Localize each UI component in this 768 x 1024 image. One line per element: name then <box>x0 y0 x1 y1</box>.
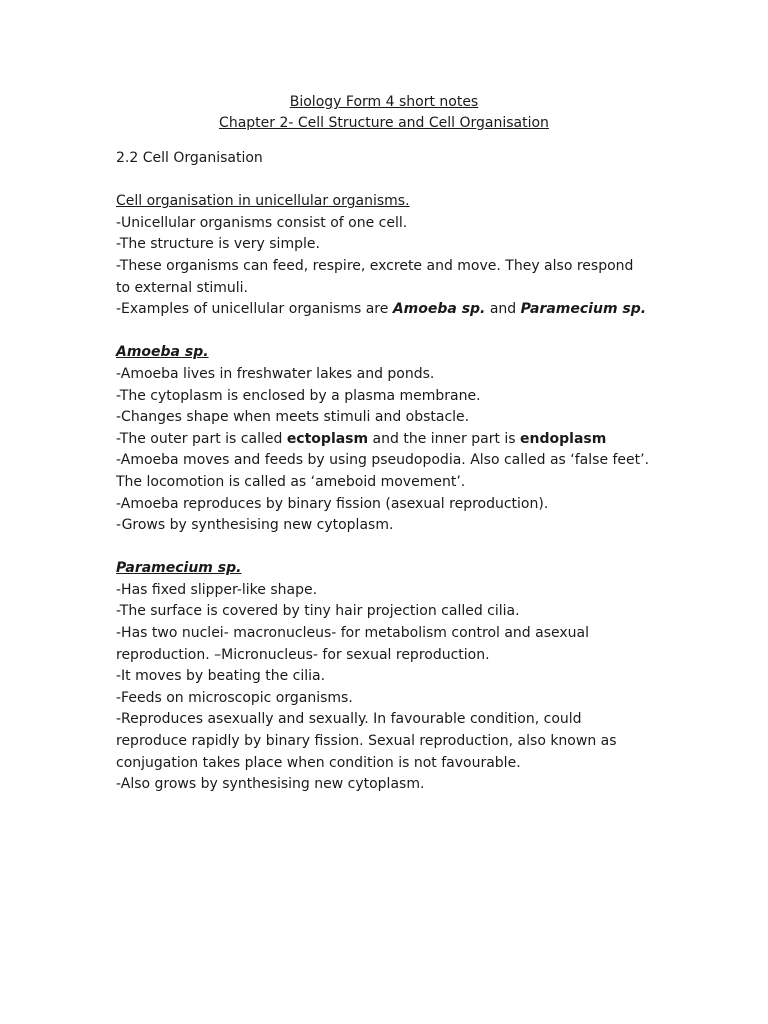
amoeba-line: -Amoeba moves and feeds by using pseudopodia. Also called as ‘false feet’. <box>116 452 650 469</box>
amoeba-line: -The cytoplasm is enclosed by a plasma membrane. <box>116 387 481 404</box>
amoeba-line: -Amoeba reproduces by binary fission (asexual reproduction). <box>116 495 549 512</box>
section-heading: 2.2 Cell Organisation <box>116 150 263 166</box>
unicellular-line: -Unicellular organisms consist of one cell. <box>116 214 408 231</box>
examples-text: -Examples of unicellular organisms are <box>116 301 393 318</box>
amoeba-line: -Changes shape when meets stimuli and obstacle. <box>116 409 470 426</box>
paramecium-line: -Has two nuclei- macronucleus- for metabolism control and asexual <box>116 625 590 642</box>
paramecium-line: -It moves by beating the cilia. <box>116 668 326 685</box>
chapter-title: Chapter 2- Cell Structure and Cell Organisation <box>219 115 549 131</box>
amoeba-line: The locomotion is called as ‘ameboid movement’. <box>116 473 466 490</box>
paramecium-line: conjugation takes place when condition is not favourable. <box>116 754 521 771</box>
and-text: and <box>485 301 521 318</box>
paramecium-line: reproduce rapidly by binary fission. Sexual reproduction, also known as <box>116 733 617 750</box>
paramecium-name: Paramecium sp. <box>520 301 647 318</box>
paramecium-line: -Also grows by synthesising new cytoplasm. <box>116 776 425 793</box>
unicellular-line: -These organisms can feed, respire, excrete and move. They also respond <box>116 257 634 274</box>
document-title: Biology Form 4 short notes <box>289 94 479 110</box>
ectoplasm-term: ectoplasm <box>286 430 369 447</box>
unicellular-line: -The structure is very simple. <box>116 236 320 253</box>
amoeba-name: Amoeba sp. <box>392 301 486 318</box>
amoeba-line: -Grows by synthesising new cytoplasm. <box>116 517 394 534</box>
amoeba-heading: Amoeba sp. <box>116 344 209 361</box>
paramecium-line: -The surface is covered by tiny hair projection called cilia. <box>116 603 520 620</box>
amoeba-line <box>116 429 716 451</box>
outer-part-text: -The outer part is called <box>116 430 287 447</box>
unicellular-examples <box>116 299 716 321</box>
paramecium-heading: Paramecium sp. <box>116 560 242 577</box>
paramecium-line: -Has fixed slipper-like shape. <box>116 581 318 598</box>
paramecium-line: -Reproduces asexually and sexually. In favourable condition, could <box>116 711 582 728</box>
title-block <box>0 92 768 134</box>
endoplasm-term: endoplasm <box>520 430 607 447</box>
amoeba-line: -Amoeba lives in freshwater lakes and ponds. <box>116 365 435 382</box>
unicellular-line: to external stimuli. <box>116 279 248 296</box>
unicellular-heading: Cell organisation in unicellular organisms. <box>116 193 410 210</box>
paramecium-line: -Feeds on microscopic organisms. <box>116 689 353 706</box>
inner-part-text: and the inner part is <box>368 430 521 447</box>
paramecium-line: reproduction. –Micronucleus- for sexual reproduction. <box>116 646 490 663</box>
notes-body <box>116 148 716 796</box>
